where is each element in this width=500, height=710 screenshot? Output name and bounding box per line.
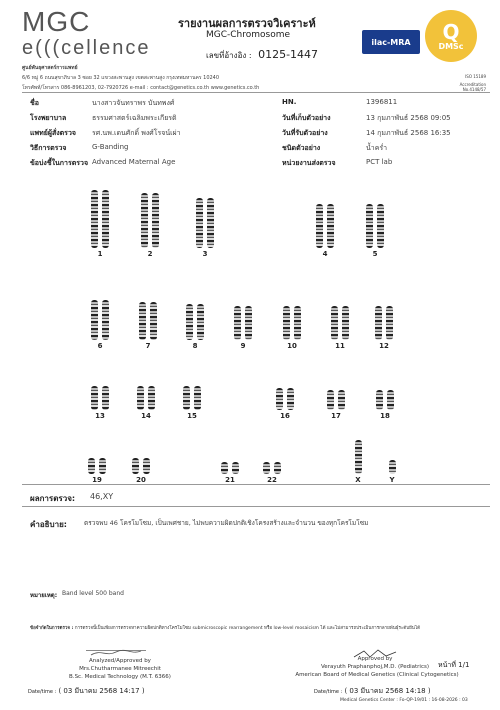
- chromosome-16-1: [276, 388, 283, 410]
- chromosome-pair-8: [181, 304, 209, 350]
- chromosome-8-2: [197, 304, 204, 340]
- chromosome-13-2: [102, 386, 109, 410]
- chromosome-label-17: 17: [331, 412, 341, 420]
- chromosome-pair-6-bars: [86, 300, 114, 340]
- page-number: หน้าที่ 1/1: [438, 661, 470, 669]
- reference-label: เลขที่อ้างอิง :: [206, 51, 252, 60]
- chromosome-pair-13-bars: [86, 386, 114, 410]
- chromosome-pair-5-bars: [361, 204, 389, 248]
- header-divider: [22, 92, 490, 93]
- chromosome-pair-9: [229, 306, 257, 350]
- chromosome-label-14: 14: [141, 412, 151, 420]
- chromosome-label-22: 22: [267, 476, 277, 484]
- chromosome-label-7: 7: [145, 342, 151, 350]
- chromosome-pair-3-bars: [191, 198, 219, 248]
- chromosome-22-1: [263, 462, 270, 474]
- chromosome-19-2: [99, 458, 106, 474]
- center-name: ศูนย์พันธุศาสตร์การแพทย์: [22, 65, 78, 71]
- result-divider-top: [22, 484, 490, 485]
- chromosome-17-1: [327, 390, 334, 410]
- left-name: Mrs.Chutharmanee Mitreechit: [79, 666, 161, 672]
- note-value: Band level 500 band: [62, 590, 124, 597]
- ilac-label: ilac-MRA: [371, 37, 411, 47]
- chromosome-pair-X: [344, 440, 372, 484]
- left-date-label: Date/time :: [28, 689, 57, 695]
- chromosome-label-1: 1: [97, 250, 103, 258]
- chromosome-9-2: [245, 306, 252, 340]
- right-name: Verayuth Praphanphoj,M.D. (Pediatrics): [320, 664, 430, 670]
- chromosome-14-1: [137, 386, 144, 410]
- footer-code: Medical Genetics Center : Fo-QP-19/01 : 16-08-2026 : 03: [340, 698, 468, 703]
- hospital-value: ธรรมศาสตร์เฉลิมพระเกียรติ: [92, 114, 177, 122]
- center-contact: โทรศัพท์/โทรสาร 086-8961203, 02-7920726 e-mail : contact@genetics.co.th www.genetics.co.th: [22, 85, 260, 91]
- chromosome-label-9: 9: [240, 342, 246, 350]
- right-role: Approved by: [357, 656, 393, 662]
- method-value: G-Banding: [92, 143, 129, 151]
- limitation-line: [30, 626, 492, 632]
- chromosome-pair-14: [132, 386, 160, 420]
- left-role: Analyzed/Approved by: [89, 658, 151, 664]
- chromosome-label-X: X: [355, 476, 361, 484]
- chromosome-18-2: [387, 390, 394, 410]
- iso-text: ISO 15189: [465, 74, 486, 79]
- chromosome-pair-1: [86, 190, 114, 258]
- chromosome-pair-4-bars: [311, 204, 339, 248]
- ilac-mra-logo: [362, 30, 420, 54]
- specimen-value: น้ำคร่ำ: [366, 144, 388, 152]
- chromosome-pair-4: [311, 204, 339, 258]
- chromosome-pair-2-bars: [136, 193, 164, 248]
- collect-value: 13 กุมภาพันธ์ 2568 09:05: [366, 114, 451, 122]
- chromosome-pair-7: [134, 302, 162, 350]
- chromosome-Y-1: [389, 460, 396, 474]
- chromosome-pair-15: [178, 386, 206, 420]
- chromosome-16-2: [287, 388, 294, 410]
- chromosome-pair-Y: [378, 460, 406, 484]
- limitation-label: ข้อจำกัดในการตรวจ :: [30, 626, 74, 631]
- chromosome-pair-19-bars: [83, 458, 111, 474]
- left-title: B.Sc. Medical Technology (M.T. 6366): [69, 674, 171, 680]
- chromosome-pair-17: [322, 390, 350, 420]
- chromosome-pair-8-bars: [181, 304, 209, 340]
- chromosome-5-1: [366, 204, 373, 248]
- left-date-line: Date/time : ( 03 มีนาคม 2568 14:17 ): [28, 687, 145, 695]
- chromosome-pair-7-bars: [134, 302, 162, 340]
- chromosome-3-2: [207, 198, 214, 248]
- chromosome-pair-14-bars: [132, 386, 160, 410]
- chromosome-pair-3: [191, 198, 219, 258]
- chromosome-11-1: [331, 306, 338, 340]
- chromosome-4-1: [316, 204, 323, 248]
- chromosome-pair-10: [278, 306, 306, 350]
- chromosome-label-Y: Y: [389, 476, 395, 484]
- chromosome-13-1: [91, 386, 98, 410]
- left-date: 03 มีนาคม 2568 14:17: [63, 687, 140, 695]
- chromosome-label-4: 4: [322, 250, 328, 258]
- chromosome-8-1: [186, 304, 193, 340]
- explain-value: ตรวจพบ 46 โครโมโซม, เป็นเพศชาย, ไม่พบความผิดปกติเชิงโครงสร้างและจำนวน ของทุกโครโมโซม: [84, 519, 369, 527]
- logo-sub: e(((cellence: [22, 37, 151, 59]
- chromosome-19-1: [88, 458, 95, 474]
- mgc-logo: [22, 8, 150, 58]
- chromosome-10-2: [294, 306, 301, 340]
- chromosome-1-1: [91, 190, 98, 248]
- chromosome-pair-1-bars: [86, 190, 114, 248]
- result-label: ผลการตรวจ:: [30, 494, 76, 503]
- indication-value: Advanced Maternal Age: [92, 158, 176, 166]
- chromosome-label-2: 2: [147, 250, 153, 258]
- chromosome-pair-11: [326, 306, 354, 350]
- chromosome-21-2: [232, 462, 239, 474]
- chromosome-pair-5: [361, 204, 389, 258]
- chromosome-label-3: 3: [202, 250, 208, 258]
- chromosome-pair-18-bars: [371, 390, 399, 410]
- chromosome-label-15: 15: [187, 412, 197, 420]
- chromosome-7-2: [150, 302, 157, 340]
- left-signature: [86, 642, 146, 651]
- chromosome-pair-12: [370, 306, 398, 350]
- unit-label: หน่วยงานส่งตรวจ: [282, 159, 336, 167]
- right-date: 03 มีนาคม 2568 14:18: [349, 687, 426, 695]
- chromosome-pair-20-bars: [127, 458, 155, 474]
- receive-value: 14 กุมภาพันธ์ 2568 16:35: [366, 129, 451, 137]
- chromosome-pair-21-bars: [216, 462, 244, 474]
- chromosome-label-13: 13: [95, 412, 105, 420]
- report-title: รายงานผลการตรวจวิเคราะห์: [178, 17, 316, 30]
- report-subtitle: MGC-Chromosome: [206, 30, 291, 40]
- note-label: หมายเหตุ:: [30, 592, 58, 599]
- chromosome-3-1: [196, 198, 203, 248]
- chromosome-label-21: 21: [225, 476, 235, 484]
- left-signature-scribble: [86, 649, 146, 657]
- doctor-label: แพทย์ผู้สั่งตรวจ: [30, 129, 76, 137]
- name-label: ชื่อ: [30, 99, 39, 107]
- chromosome-12-1: [375, 306, 382, 340]
- chromosome-pair-22-bars: [258, 462, 286, 474]
- chromosome-pair-6: [86, 300, 114, 350]
- chromosome-pair-16-bars: [271, 388, 299, 410]
- chromosome-pair-2: [136, 193, 164, 258]
- unit-value: PCT lab: [366, 158, 393, 166]
- chromosome-17-2: [338, 390, 345, 410]
- chromosome-pair-X-bars: [344, 440, 372, 474]
- chromosome-pair-16: [271, 388, 299, 420]
- chromosome-1-2: [102, 190, 109, 248]
- receive-label: วันที่รับตัวอย่าง: [282, 129, 328, 137]
- chromosome-11-2: [342, 306, 349, 340]
- chromosome-label-6: 6: [97, 342, 103, 350]
- chromosome-pair-12-bars: [370, 306, 398, 340]
- chromosome-6-2: [102, 300, 109, 340]
- result-divider-bottom: [22, 506, 490, 507]
- chromosome-2-1: [141, 193, 148, 248]
- name-value: นางสาวจันทราพร บันทพงศ์: [92, 99, 175, 107]
- right-signature: [350, 644, 400, 654]
- chromosome-label-18: 18: [380, 412, 390, 420]
- result-value: 46,XY: [90, 492, 114, 501]
- chromosome-15-2: [194, 386, 201, 410]
- explain-label: คำอธิบาย:: [30, 520, 67, 529]
- chromosome-4-2: [327, 204, 334, 248]
- chromosome-pair-15-bars: [178, 386, 206, 410]
- chromosome-2-2: [152, 193, 159, 248]
- chromosome-10-1: [283, 306, 290, 340]
- logo-main: MGC: [22, 6, 91, 37]
- chromosome-14-2: [148, 386, 155, 410]
- chromosome-7-1: [139, 302, 146, 340]
- chromosome-label-16: 16: [280, 412, 290, 420]
- method-label: วิธีการตรวจ: [30, 144, 67, 152]
- chromosome-20-2: [143, 458, 150, 474]
- chromosome-21-1: [221, 462, 228, 474]
- collect-label: วันที่เก็บตัวอย่าง: [282, 114, 331, 122]
- chromosome-label-5: 5: [372, 250, 378, 258]
- right-date-line: Date/time : ( 03 มีนาคม 2568 14:18 ): [314, 687, 431, 695]
- chromosome-pair-10-bars: [278, 306, 306, 340]
- hn-label: HN.: [282, 98, 297, 106]
- chromosome-pair-9-bars: [229, 306, 257, 340]
- chromosome-pair-11-bars: [326, 306, 354, 340]
- dmsc-label: DMSc: [438, 41, 464, 51]
- chromosome-20-1: [132, 458, 139, 474]
- hospital-label: โรงพยาบาล: [30, 114, 67, 122]
- specimen-label: ชนิดตัวอย่าง: [282, 144, 321, 152]
- chromosome-pair-22: [258, 462, 286, 484]
- chromosome-label-12: 12: [379, 342, 389, 350]
- chromosome-6-1: [91, 300, 98, 340]
- reference-number: 0125-1447: [258, 48, 319, 61]
- chromosome-pair-17-bars: [322, 390, 350, 410]
- chromosome-label-10: 10: [287, 342, 297, 350]
- chromosome-label-11: 11: [335, 342, 345, 350]
- indication-label: ข้อบ่งชี้ในการตรวจ: [30, 159, 89, 167]
- chromosome-label-20: 20: [136, 476, 146, 484]
- hn-value: 1396811: [366, 98, 398, 106]
- chromosome-5-2: [377, 204, 384, 248]
- dmsc-q: Q: [442, 19, 460, 44]
- chromosome-pair-13: [86, 386, 114, 420]
- chromosome-pair-21: [216, 462, 244, 484]
- chromosome-18-1: [376, 390, 383, 410]
- chromosome-22-2: [274, 462, 281, 474]
- reference-line: [206, 48, 318, 62]
- center-address: 6/6 หมู่ 6 ถนนสุขาภิบาล 3 ซอย 32 แขวงสะพานสูง เขตสะพานสูง กรุงเทพมหานคร 10240: [22, 75, 220, 81]
- limitation-value: การตรวจนี้เป็นเพียงการตรวจหาความผิดปกติทางโครโมโซม submicroscopic rearrangement หรือ low-level mosaicism ได้ และไม่สามารถประเมินการกลายพันธุ์ระดับยีนได้: [74, 626, 421, 631]
- chromosome-15-1: [183, 386, 190, 410]
- chromosome-label-8: 8: [192, 342, 198, 350]
- accreditation-text: Accreditation No.4148/57: [459, 82, 486, 92]
- chromosome-X-1: [355, 440, 362, 474]
- chromosome-12-2: [386, 306, 393, 340]
- doctor-value: รศ.นพ.เดนศักดิ์ พงศ์โรจน์เผ่า: [92, 129, 181, 137]
- chromosome-label-19: 19: [92, 476, 102, 484]
- chromosome-pair-19: [83, 458, 111, 484]
- right-date-label: Date/time :: [314, 689, 343, 695]
- chromosome-pair-Y-bars: [378, 460, 406, 474]
- chromosome-pair-18: [371, 390, 399, 420]
- right-title: American Board of Medical Genetics (Clinical Cytogenetics): [295, 672, 459, 678]
- chromosome-pair-20: [127, 458, 155, 484]
- dmsc-seal: [425, 10, 477, 62]
- chromosome-9-1: [234, 306, 241, 340]
